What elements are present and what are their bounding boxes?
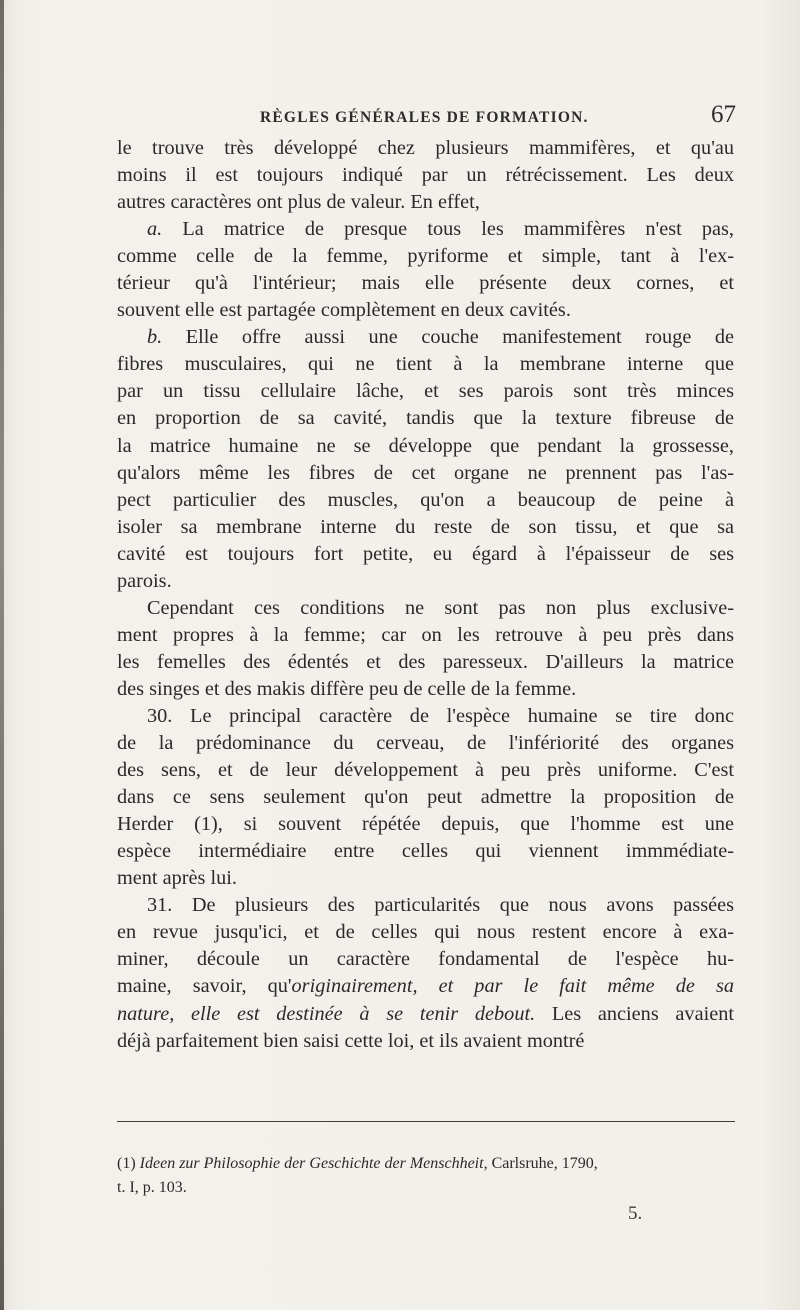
text-line: miner, découle un caractère fondamental de l'espèce hu-	[117, 948, 734, 971]
text-line: la matrice humaine ne se développe que pendant la grossesse,	[117, 434, 734, 457]
text-line: par un tissu cellulaire lâche, et ses parois sont très minces	[117, 380, 734, 403]
text-line-rest: Elle offre aussi une couche manifestement rouge de	[185, 326, 734, 349]
footnote-title: Ideen zur Philosophie der Geschichte der Menschheit,	[139, 1155, 488, 1172]
text-line: autres caractères ont plus de valeur. En effet,	[117, 191, 480, 214]
text-line: cavité est toujours fort petite, eu égard à l'épaisseur de ses	[117, 542, 734, 565]
text-line: isoler sa membrane interne du reste de son tissu, et que sa	[117, 515, 734, 538]
text-line: ment propres à la femme; car on les retrouve à peu près dans	[117, 623, 734, 646]
text-line: qu'alors même les fibres de cet organe ne prennent pas l'as-	[117, 461, 734, 484]
body-text	[117, 135, 734, 1055]
text-line: des sens, et de leur développement à peu près uniforme. C'est	[117, 759, 734, 782]
text-line: déjà parfaitement bien saisi cette loi, et ils avaient montré	[117, 1029, 585, 1052]
page-header	[118, 103, 738, 133]
text-line: espèce intermédiaire entre celles qui viennent immmédiate-	[117, 840, 734, 863]
text-line: ment après lui.	[117, 867, 237, 890]
text-line-rest: La matrice de presque tous les mammifères n'est pas,	[182, 218, 734, 241]
text-line: térieur qu'à l'intérieur; mais elle présente deux cornes, et	[117, 272, 734, 295]
text-line: maine, savoir, qu'originairement, et par le fait même de sa	[117, 975, 734, 998]
text-line: pect particulier des muscles, qu'on a beaucoup de peine à	[117, 488, 734, 511]
text-line: parois.	[117, 569, 172, 592]
running-title: RÈGLES GÉNÉRALES DE FORMATION.	[260, 109, 589, 126]
text-line: nature, elle est destinée à se tenir debout. Les anciens avaient	[117, 1002, 734, 1025]
signature-mark: 5.	[628, 1203, 643, 1224]
footnote-place-year: Carlsruhe, 1790,	[491, 1155, 598, 1172]
text-line: des singes et des makis diffère peu de celle de la femme.	[117, 677, 577, 700]
text-line: 31. De plusieurs des particularités que nous avons passées	[147, 894, 734, 917]
text-line: b. Elle offre aussi une couche manifestement rouge de	[147, 326, 734, 349]
text-line: souvent elle est partagée complètement en deux cavités.	[117, 299, 571, 322]
text-line: Cependant ces conditions ne sont pas non plus exclusive-	[147, 596, 734, 619]
text-line: les femelles des édentés et des paresseux. D'ailleurs la matrice	[117, 650, 734, 673]
text-line: 30. Le principal caractère de l'espèce humaine se tire donc	[147, 704, 734, 727]
text-line: en revue jusqu'ici, et de celles qui nous restent encore à exa-	[117, 921, 734, 944]
page-spine-edge	[0, 0, 4, 1310]
text-line: moins il est toujours indiqué par un rétrécissement. Les deux	[117, 164, 734, 187]
text-line: Herder (1), si souvent répétée depuis, que l'homme est une	[117, 813, 734, 836]
text-line: dans ce sens seulement qu'on peut admettre la proposition de	[117, 786, 734, 809]
text-line: a. La matrice de presque tous les mammifères n'est pas,	[147, 218, 734, 241]
text-line: le trouve très développé chez plusieurs mammifères, et qu'au	[117, 137, 734, 159]
text-line: comme celle de la femme, pyriforme et simple, tant à l'ex-	[117, 245, 734, 268]
footnote-marker: (1)	[117, 1155, 136, 1172]
footnote	[117, 1152, 737, 1200]
text-line: fibres musculaires, qui ne tient à la membrane interne que	[117, 353, 734, 376]
footnote-volume-page: t. I, p. 103.	[117, 1179, 187, 1196]
text-line: de la prédominance du cerveau, de l'infériorité des organes	[117, 732, 734, 755]
text-line: en proportion de sa cavité, tandis que la texture fibreuse de	[117, 407, 734, 430]
footnote-rule	[117, 1121, 735, 1122]
page-number: 67	[711, 101, 736, 128]
